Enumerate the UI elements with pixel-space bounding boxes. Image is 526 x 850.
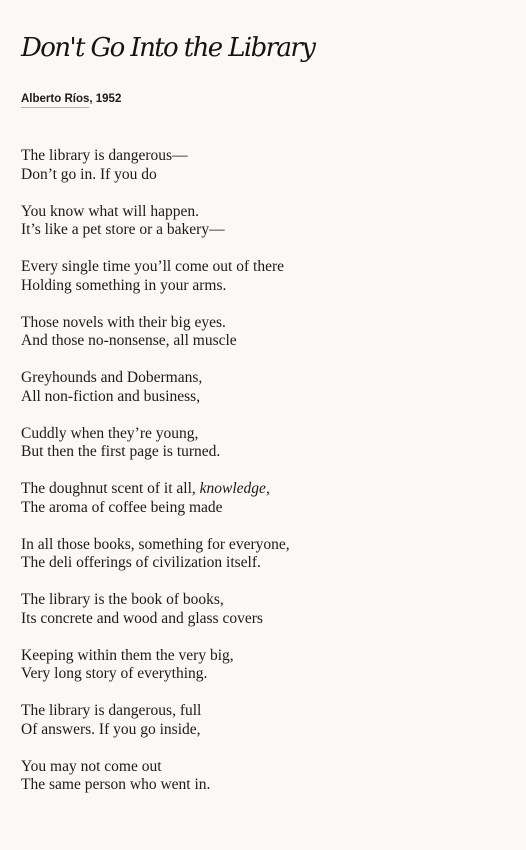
poem-line: You know what will happen.: [21, 202, 199, 220]
poem-body: [21, 147, 511, 813]
stanza-2: [21, 203, 511, 240]
poem-line: Every single time you’ll come out of there: [21, 258, 284, 275]
stanza-11: [21, 702, 511, 739]
poem-line: Those novels with their big eyes.: [21, 313, 226, 331]
poem-title: Don't Go Into the Library: [21, 33, 315, 63]
poem-line: Of answers. If you go inside,: [21, 720, 201, 738]
stanza-10: [21, 647, 511, 684]
poem-line: It’s like a pet store or a bakery—: [21, 221, 225, 238]
poem-line: Very long story of everything.: [21, 665, 208, 682]
stanza-5: [21, 369, 511, 406]
poem-line: Keeping within them the very big,: [21, 646, 234, 664]
byline-year: , 1952: [89, 93, 122, 105]
emphasis-knowledge: knowledge: [199, 480, 266, 497]
poem-line: The library is dangerous—: [21, 147, 188, 164]
stanza-8: [21, 536, 511, 573]
byline: [21, 92, 121, 107]
poem-line: The same person who went in.: [21, 776, 211, 793]
poem-line: You may not come out: [21, 757, 162, 775]
stanza-9: [21, 591, 511, 628]
poem-line: Holding something in your arms.: [21, 276, 227, 294]
poem-line: The aroma of coffee being made: [21, 498, 223, 516]
author-link[interactable]: Alberto Ríos: [21, 93, 89, 108]
poem-line: Greyhounds and Dobermans,: [21, 369, 203, 386]
stanza-12: [21, 758, 511, 795]
poem-line: The library is dangerous, full: [21, 702, 202, 719]
poem-line: Its concrete and wood and glass covers: [21, 609, 263, 627]
stanza-1: [21, 147, 511, 184]
poem-line: Don’t go in. If you do: [21, 165, 157, 183]
stanza-7: [21, 480, 511, 517]
poem-line: The library is the book of books,: [21, 591, 224, 608]
stanza-3: [21, 258, 511, 295]
stanza-6: [21, 425, 511, 462]
poem-line: But then the first page is turned.: [21, 443, 221, 460]
poem-line: Cuddly when they’re young,: [21, 424, 199, 442]
poem-line: [21, 480, 511, 499]
stanza-4: [21, 314, 511, 351]
poem-line: All non-fiction and business,: [21, 387, 201, 405]
poem-line: In all those books, something for everyone,: [21, 535, 290, 553]
poem-line-text: The doughnut scent of it all,: [21, 480, 200, 497]
poem-line: The deli offerings of civilization itself.: [21, 554, 261, 571]
poem-line: And those no-nonsense, all muscle: [21, 332, 237, 349]
emphasis-comma: ,: [265, 480, 270, 497]
